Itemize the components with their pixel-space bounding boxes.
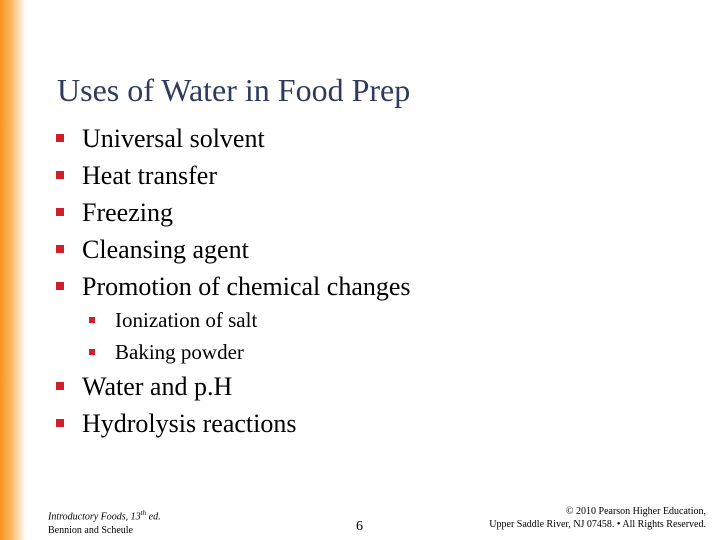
authors: Bennion and Scheule bbox=[48, 525, 133, 537]
bullet-icon bbox=[56, 245, 64, 253]
sub-list-item: Ionization of salt bbox=[115, 308, 258, 332]
footer-copyright bbox=[489, 505, 706, 531]
book-title-line bbox=[48, 506, 161, 524]
list-item: Freezing bbox=[82, 198, 173, 227]
book-title: Introductory Foods, 13 bbox=[48, 511, 141, 523]
slide-title: Uses of Water in Food Prep bbox=[57, 72, 411, 108]
list-item: Promotion of chemical changes bbox=[82, 272, 411, 301]
copyright-line-2: Upper Saddle River, NJ 07458. • All Rights Reserved. bbox=[489, 519, 706, 530]
sub-bullet-icon bbox=[89, 349, 95, 355]
edition-sup: th bbox=[140, 509, 147, 517]
bullet-icon bbox=[56, 382, 64, 390]
sub-bullet-icon bbox=[89, 317, 95, 323]
copyright-line-1: © 2010 Pearson Higher Education, bbox=[565, 506, 706, 517]
bullet-icon bbox=[56, 171, 64, 179]
page-number: 6 bbox=[356, 519, 363, 534]
list-item: Water and p.H bbox=[82, 372, 233, 401]
list-item: Heat transfer bbox=[82, 161, 217, 190]
bullet-icon bbox=[56, 208, 64, 216]
bullet-icon bbox=[56, 282, 64, 290]
bullet-icon bbox=[56, 134, 64, 142]
list-item: Cleansing agent bbox=[82, 235, 249, 264]
list-item: Universal solvent bbox=[82, 124, 265, 153]
list-item: Hydrolysis reactions bbox=[82, 409, 297, 438]
left-accent-bar bbox=[0, 0, 26, 540]
bullet-icon bbox=[56, 419, 64, 427]
footer-book-info bbox=[48, 506, 161, 538]
edition-suffix: ed. bbox=[146, 511, 161, 523]
sub-list-item: Baking powder bbox=[115, 340, 244, 364]
